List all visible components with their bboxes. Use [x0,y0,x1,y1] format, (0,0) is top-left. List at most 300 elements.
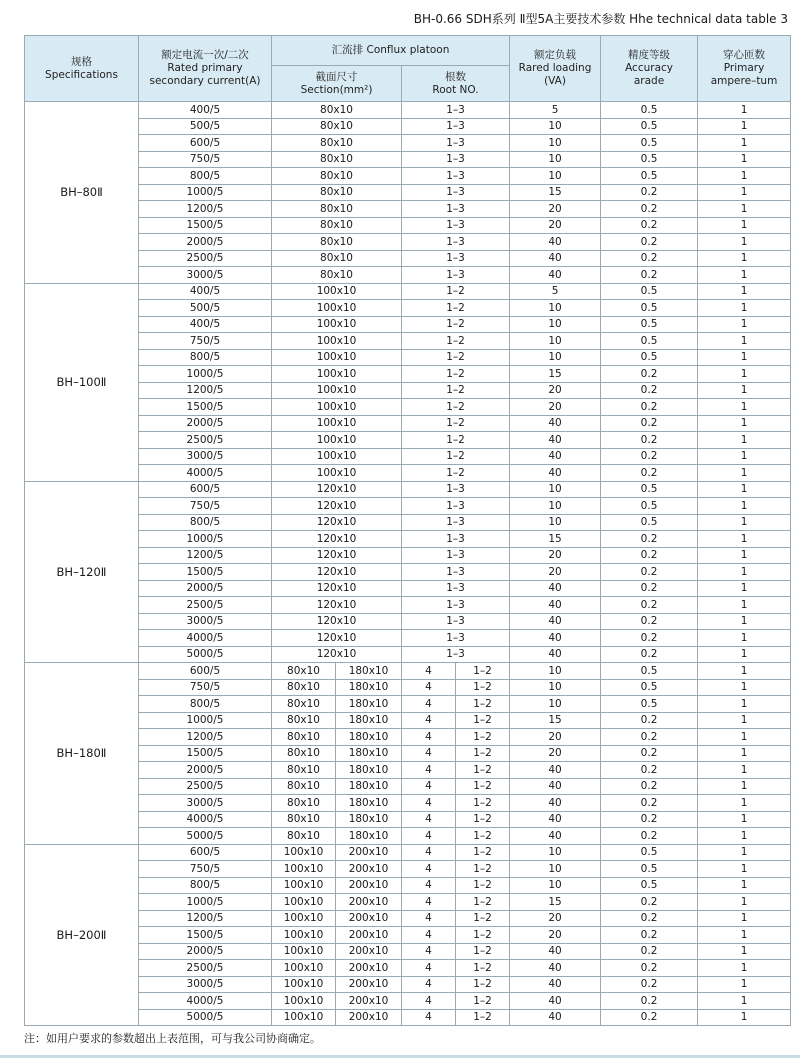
section-b-cell: 200x10 [336,993,402,1010]
accuracy-cell: 0.5 [601,481,698,498]
table-row [25,663,791,680]
root-b-cell: 1–2 [456,877,510,894]
ampere-cell: 1 [698,1009,791,1026]
section-cell: 120x10 [272,547,402,564]
ampere-cell: 1 [698,300,791,317]
section-cell: 120x10 [272,597,402,614]
section-a-cell: 100x10 [272,960,336,977]
current-cell: 3000/5 [139,976,272,993]
current-cell: 1500/5 [139,927,272,944]
section-cell: 80x10 [272,234,402,251]
current-cell: 2500/5 [139,250,272,267]
table-row [25,316,791,333]
section-a-cell: 80x10 [272,778,336,795]
root-b-cell: 1–2 [456,828,510,845]
current-cell: 2000/5 [139,234,272,251]
root-b-cell: 1–2 [456,811,510,828]
root-a-cell: 4 [402,663,456,680]
accuracy-cell: 0.2 [601,712,698,729]
section-cell: 120x10 [272,646,402,663]
section-cell: 100x10 [272,465,402,482]
accuracy-cell: 0.5 [601,877,698,894]
header-conflux: 汇流排 Conflux platoon [272,36,510,66]
accuracy-cell: 0.2 [601,250,698,267]
table-row [25,234,791,251]
table-row [25,481,791,498]
accuracy-cell: 0.2 [601,234,698,251]
section-cell: 80x10 [272,201,402,218]
section-a-cell: 80x10 [272,745,336,762]
root-cell: 1–3 [402,646,510,663]
table-row [25,151,791,168]
ampere-cell: 1 [698,663,791,680]
accuracy-cell: 0.2 [601,448,698,465]
accuracy-cell: 0.2 [601,927,698,944]
current-cell: 2000/5 [139,762,272,779]
loading-cell: 40 [510,1009,601,1026]
section-b-cell: 200x10 [336,976,402,993]
table-row [25,349,791,366]
root-cell: 1–2 [402,316,510,333]
current-cell: 600/5 [139,135,272,152]
root-b-cell: 1–2 [456,910,510,927]
table-row [25,976,791,993]
root-b-cell: 1–2 [456,663,510,680]
section-a-cell: 80x10 [272,795,336,812]
loading-cell: 40 [510,448,601,465]
section-cell: 80x10 [272,151,402,168]
root-cell: 1–3 [402,234,510,251]
loading-cell: 10 [510,333,601,350]
accuracy-cell: 0.5 [601,679,698,696]
section-cell: 100x10 [272,382,402,399]
section-a-cell: 100x10 [272,844,336,861]
current-cell: 800/5 [139,168,272,185]
current-cell: 500/5 [139,118,272,135]
ampere-cell: 1 [698,168,791,185]
ampere-cell: 1 [698,547,791,564]
accuracy-cell: 0.2 [601,894,698,911]
table-row [25,729,791,746]
root-a-cell: 4 [402,679,456,696]
accuracy-cell: 0.2 [601,547,698,564]
table-row [25,250,791,267]
ampere-cell: 1 [698,498,791,515]
accuracy-cell: 0.5 [601,283,698,300]
ampere-cell: 1 [698,745,791,762]
loading-cell: 20 [510,745,601,762]
root-a-cell: 4 [402,1009,456,1026]
root-cell: 1–2 [402,283,510,300]
table-row [25,333,791,350]
ampere-cell: 1 [698,729,791,746]
loading-cell: 20 [510,564,601,581]
loading-cell: 40 [510,960,601,977]
table-row [25,399,791,416]
accuracy-cell: 0.5 [601,300,698,317]
section-b-cell: 180x10 [336,795,402,812]
section-b-cell: 200x10 [336,861,402,878]
loading-cell: 10 [510,861,601,878]
section-cell: 80x10 [272,102,402,119]
current-cell: 800/5 [139,349,272,366]
footnote: 注：如用户要求的参数超出上表范围，可与我公司协商确定。 [24,1032,321,1045]
table-row [25,382,791,399]
loading-cell: 10 [510,481,601,498]
loading-cell: 10 [510,300,601,317]
loading-cell: 40 [510,613,601,630]
table-row [25,465,791,482]
ampere-cell: 1 [698,927,791,944]
current-cell: 2000/5 [139,580,272,597]
current-cell: 1500/5 [139,217,272,234]
accuracy-cell: 0.2 [601,976,698,993]
section-cell: 100x10 [272,415,402,432]
current-cell: 800/5 [139,877,272,894]
current-cell: 600/5 [139,663,272,680]
accuracy-cell: 0.2 [601,613,698,630]
accuracy-cell: 0.2 [601,993,698,1010]
technical-data-table [24,35,791,1026]
root-cell: 1–3 [402,168,510,185]
table-row [25,118,791,135]
section-a-cell: 80x10 [272,762,336,779]
section-b-cell: 200x10 [336,943,402,960]
section-a-cell: 100x10 [272,1009,336,1026]
header-section: 截面尺寸 Section(mm²) [272,66,402,102]
table-row [25,498,791,515]
root-cell: 1–3 [402,201,510,218]
loading-cell: 15 [510,712,601,729]
current-cell: 2500/5 [139,432,272,449]
ampere-cell: 1 [698,877,791,894]
ampere-cell: 1 [698,828,791,845]
accuracy-cell: 0.2 [601,811,698,828]
root-b-cell: 1–2 [456,729,510,746]
ampere-cell: 1 [698,844,791,861]
loading-cell: 40 [510,250,601,267]
ampere-cell: 1 [698,366,791,383]
loading-cell: 40 [510,811,601,828]
accuracy-cell: 0.5 [601,151,698,168]
section-cell: 120x10 [272,481,402,498]
table-row [25,217,791,234]
model-cell: BH–100Ⅱ [25,283,139,481]
table-row [25,283,791,300]
accuracy-cell: 0.5 [601,696,698,713]
section-a-cell: 80x10 [272,663,336,680]
current-cell: 500/5 [139,300,272,317]
ampere-cell: 1 [698,465,791,482]
section-cell: 100x10 [272,399,402,416]
current-cell: 2000/5 [139,943,272,960]
table-row [25,514,791,531]
accuracy-cell: 0.5 [601,118,698,135]
current-cell: 1000/5 [139,184,272,201]
loading-cell: 20 [510,201,601,218]
section-cell: 80x10 [272,267,402,284]
section-cell: 120x10 [272,514,402,531]
current-cell: 5000/5 [139,828,272,845]
loading-cell: 40 [510,597,601,614]
loading-cell: 40 [510,828,601,845]
loading-cell: 40 [510,580,601,597]
table-row [25,877,791,894]
accuracy-cell: 0.2 [601,910,698,927]
loading-cell: 10 [510,168,601,185]
ampere-cell: 1 [698,679,791,696]
header-root: 根数 Root NO. [402,66,510,102]
table-row [25,168,791,185]
section-a-cell: 80x10 [272,828,336,845]
loading-cell: 10 [510,118,601,135]
current-cell: 1200/5 [139,382,272,399]
section-b-cell: 180x10 [336,712,402,729]
accuracy-cell: 0.2 [601,630,698,647]
accuracy-cell: 0.5 [601,844,698,861]
accuracy-cell: 0.2 [601,415,698,432]
accuracy-cell: 0.2 [601,267,698,284]
table-row [25,135,791,152]
root-cell: 1–3 [402,580,510,597]
current-cell: 750/5 [139,498,272,515]
accuracy-cell: 0.2 [601,217,698,234]
ampere-cell: 1 [698,283,791,300]
table-row [25,630,791,647]
table-row [25,745,791,762]
current-cell: 600/5 [139,844,272,861]
accuracy-cell: 0.2 [601,1009,698,1026]
loading-cell: 15 [510,894,601,911]
current-cell: 400/5 [139,316,272,333]
loading-cell: 10 [510,498,601,515]
section-cell: 80x10 [272,135,402,152]
current-cell: 5000/5 [139,1009,272,1026]
root-a-cell: 4 [402,762,456,779]
ampere-cell: 1 [698,778,791,795]
table-row [25,679,791,696]
ampere-cell: 1 [698,135,791,152]
root-cell: 1–2 [402,465,510,482]
section-cell: 100x10 [272,366,402,383]
section-b-cell: 180x10 [336,828,402,845]
ampere-cell: 1 [698,960,791,977]
loading-cell: 15 [510,531,601,548]
current-cell: 3000/5 [139,267,272,284]
section-b-cell: 200x10 [336,877,402,894]
section-cell: 100x10 [272,316,402,333]
root-a-cell: 4 [402,844,456,861]
current-cell: 4000/5 [139,465,272,482]
accuracy-cell: 0.2 [601,564,698,581]
loading-cell: 5 [510,283,601,300]
current-cell: 2500/5 [139,960,272,977]
ampere-cell: 1 [698,976,791,993]
root-a-cell: 4 [402,811,456,828]
root-a-cell: 4 [402,993,456,1010]
ampere-cell: 1 [698,514,791,531]
accuracy-cell: 0.2 [601,778,698,795]
loading-cell: 10 [510,696,601,713]
root-cell: 1–3 [402,613,510,630]
table-row [25,531,791,548]
loading-cell: 40 [510,415,601,432]
root-a-cell: 4 [402,795,456,812]
accuracy-cell: 0.5 [601,861,698,878]
section-b-cell: 180x10 [336,729,402,746]
loading-cell: 20 [510,217,601,234]
loading-cell: 20 [510,382,601,399]
root-cell: 1–2 [402,415,510,432]
header-loading: 额定负载 Rared loading (VA) [510,36,601,102]
root-a-cell: 4 [402,745,456,762]
current-cell: 2000/5 [139,415,272,432]
current-cell: 3000/5 [139,613,272,630]
root-cell: 1–2 [402,382,510,399]
section-a-cell: 80x10 [272,679,336,696]
table-row [25,778,791,795]
root-b-cell: 1–2 [456,861,510,878]
loading-cell: 10 [510,844,601,861]
ampere-cell: 1 [698,448,791,465]
root-cell: 1–3 [402,597,510,614]
model-cell: BH–180Ⅱ [25,663,139,845]
current-cell: 3000/5 [139,795,272,812]
ampere-cell: 1 [698,894,791,911]
current-cell: 600/5 [139,481,272,498]
section-cell: 120x10 [272,580,402,597]
loading-cell: 20 [510,729,601,746]
ampere-cell: 1 [698,597,791,614]
table-row [25,894,791,911]
table-row [25,432,791,449]
root-a-cell: 4 [402,976,456,993]
root-b-cell: 1–2 [456,943,510,960]
ampere-cell: 1 [698,646,791,663]
current-cell: 1500/5 [139,745,272,762]
accuracy-cell: 0.5 [601,333,698,350]
accuracy-cell: 0.5 [601,168,698,185]
accuracy-cell: 0.5 [601,498,698,515]
table-row [25,415,791,432]
current-cell: 4000/5 [139,993,272,1010]
loading-cell: 10 [510,663,601,680]
ampere-cell: 1 [698,531,791,548]
ampere-cell: 1 [698,432,791,449]
current-cell: 1200/5 [139,547,272,564]
table-row [25,844,791,861]
root-cell: 1–2 [402,432,510,449]
ampere-cell: 1 [698,910,791,927]
table-row [25,828,791,845]
root-b-cell: 1–2 [456,1009,510,1026]
accuracy-cell: 0.2 [601,597,698,614]
section-b-cell: 180x10 [336,663,402,680]
ampere-cell: 1 [698,580,791,597]
section-cell: 100x10 [272,432,402,449]
loading-cell: 10 [510,135,601,152]
accuracy-cell: 0.2 [601,795,698,812]
section-b-cell: 200x10 [336,894,402,911]
section-cell: 120x10 [272,613,402,630]
accuracy-cell: 0.5 [601,316,698,333]
root-cell: 1–3 [402,498,510,515]
header-accuracy: 精度等级 Accuracy arade [601,36,698,102]
loading-cell: 40 [510,646,601,663]
section-cell: 80x10 [272,250,402,267]
current-cell: 4000/5 [139,630,272,647]
accuracy-cell: 0.2 [601,465,698,482]
root-a-cell: 4 [402,861,456,878]
accuracy-cell: 0.2 [601,432,698,449]
section-cell: 80x10 [272,118,402,135]
section-a-cell: 100x10 [272,943,336,960]
accuracy-cell: 0.2 [601,960,698,977]
current-cell: 1200/5 [139,910,272,927]
loading-cell: 40 [510,778,601,795]
section-cell: 120x10 [272,564,402,581]
loading-cell: 20 [510,927,601,944]
root-a-cell: 4 [402,696,456,713]
ampere-cell: 1 [698,102,791,119]
root-cell: 1–3 [402,547,510,564]
root-cell: 1–2 [402,366,510,383]
accuracy-cell: 0.2 [601,382,698,399]
loading-cell: 40 [510,432,601,449]
root-cell: 1–3 [402,481,510,498]
model-cell: BH–80Ⅱ [25,102,139,284]
root-b-cell: 1–2 [456,993,510,1010]
section-cell: 120x10 [272,630,402,647]
current-cell: 750/5 [139,861,272,878]
root-a-cell: 4 [402,877,456,894]
table-row [25,102,791,119]
ampere-cell: 1 [698,861,791,878]
root-cell: 1–2 [402,333,510,350]
current-cell: 1200/5 [139,201,272,218]
ampere-cell: 1 [698,481,791,498]
root-b-cell: 1–2 [456,712,510,729]
loading-cell: 10 [510,349,601,366]
ampere-cell: 1 [698,415,791,432]
section-cell: 100x10 [272,300,402,317]
section-cell: 100x10 [272,283,402,300]
root-a-cell: 4 [402,729,456,746]
root-b-cell: 1–2 [456,679,510,696]
accuracy-cell: 0.2 [601,828,698,845]
accuracy-cell: 0.2 [601,580,698,597]
section-a-cell: 100x10 [272,894,336,911]
loading-cell: 40 [510,267,601,284]
current-cell: 1500/5 [139,564,272,581]
root-cell: 1–2 [402,448,510,465]
root-b-cell: 1–2 [456,927,510,944]
ampere-cell: 1 [698,613,791,630]
root-cell: 1–3 [402,531,510,548]
ampere-cell: 1 [698,630,791,647]
section-b-cell: 180x10 [336,745,402,762]
loading-cell: 10 [510,514,601,531]
section-cell: 120x10 [272,498,402,515]
accuracy-cell: 0.5 [601,349,698,366]
section-a-cell: 100x10 [272,910,336,927]
ampere-cell: 1 [698,943,791,960]
ampere-cell: 1 [698,712,791,729]
current-cell: 400/5 [139,102,272,119]
section-a-cell: 80x10 [272,729,336,746]
current-cell: 1000/5 [139,894,272,911]
loading-cell: 20 [510,399,601,416]
